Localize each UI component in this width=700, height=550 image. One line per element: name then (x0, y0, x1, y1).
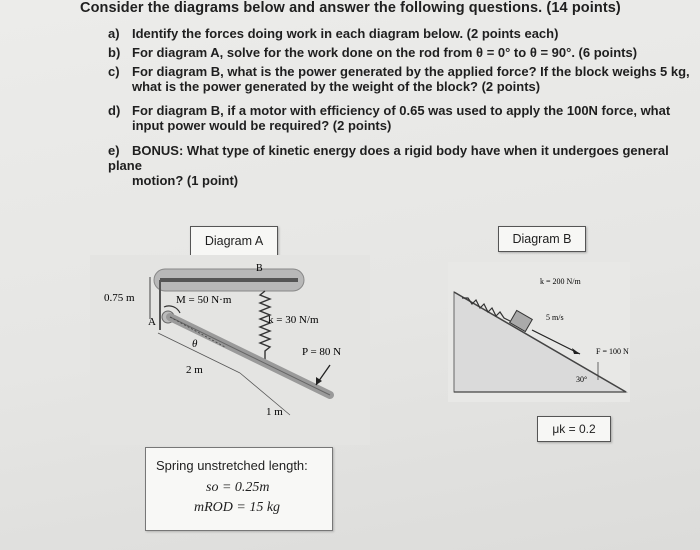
intro-text: Consider the diagrams below and answer the following questions. (14 points) (80, 0, 621, 16)
spring-info-box (145, 447, 333, 531)
question-label: e) (108, 143, 120, 158)
angle-label: 30° (576, 375, 588, 384)
question-text-cont: input power would be required? (2 points) (132, 118, 392, 133)
rod-mass: mROD = 15 kg (194, 500, 281, 515)
question-text-cont: motion? (1 point) (132, 173, 239, 188)
question-text: For diagram B, what is the power generated by the applied force? If the block weighs 5 kg, (132, 64, 690, 79)
question-e (108, 143, 700, 188)
spring-b-k-label: k = 200 N/m (540, 277, 581, 286)
diagram-b-figure (448, 262, 630, 402)
question-label: a) (108, 26, 120, 41)
force-f-label: F = 100 N (596, 347, 629, 356)
diagram-a-title: Diagram A (190, 226, 278, 256)
speed-label: 5 m/s (546, 313, 564, 322)
height-label: 0.75 m (104, 292, 135, 304)
spring-unstretched-length: so = 0.25m (206, 480, 270, 495)
force-p-label: P = 80 N (302, 346, 342, 358)
point-b-label: B (256, 263, 263, 274)
question-label: b) (108, 45, 121, 60)
mu-k-box: μk = 0.2 (537, 416, 611, 442)
diagram-b-title: Diagram B (498, 226, 586, 252)
question-text: Identify the forces doing work in each diagram below. (2 points each) (132, 26, 559, 41)
length-1-label: 2 m (186, 364, 203, 376)
diagram-a-figure (90, 255, 370, 445)
spring-info-title: Spring unstretched length: (156, 458, 308, 473)
spring-k-label: k = 30 N/m (268, 314, 319, 326)
question-a (108, 26, 558, 41)
question-c (108, 64, 690, 94)
moment-label: M = 50 N·m (176, 294, 232, 306)
question-b (108, 45, 637, 60)
point-a-label: A (148, 316, 156, 328)
question-text-cont: what is the power generated by the weight of the block? (2 points) (132, 79, 541, 94)
length-2-label: 1 m (266, 406, 283, 418)
question-text: BONUS: What type of kinetic energy does a rigid body have when it undergoes general plane (108, 143, 669, 173)
theta-label: θ (192, 338, 198, 350)
question-text: For diagram B, if a motor with efficiency of 0.65 was used to apply the 100N force, what (132, 103, 671, 118)
question-d (108, 103, 670, 133)
question-label: d) (108, 103, 121, 118)
question-text: For diagram A, solve for the work done on the rod from θ = 0° to θ = 90°. (6 points) (132, 45, 638, 60)
question-label: c) (108, 64, 120, 79)
